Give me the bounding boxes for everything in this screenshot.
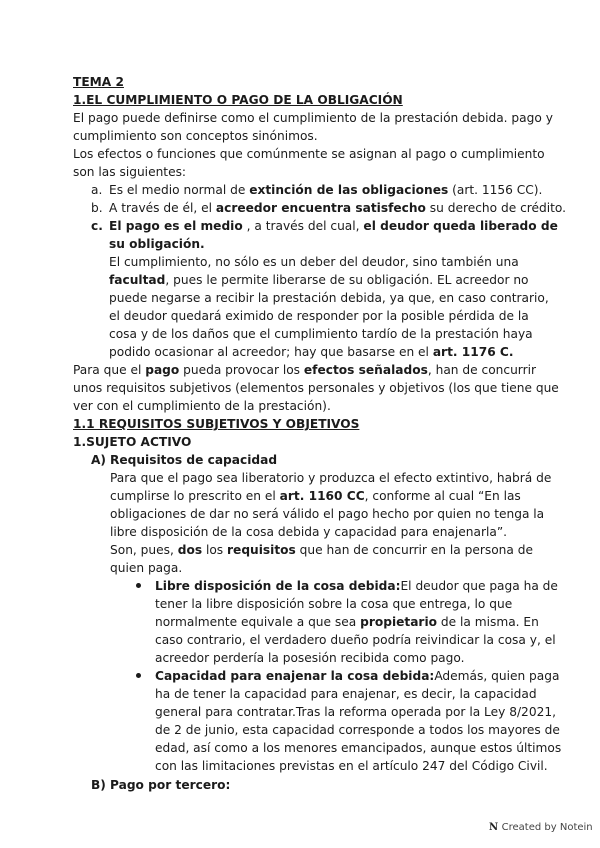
paragraph-line: cumplimiento son conceptos sinónimos. [73,129,318,143]
paragraph-line: facultad, pues le permite liberarse de su obligación. EL acreedor no [109,273,529,287]
section-heading-1: 1.EL CUMPLIMIENTO O PAGO DE LA OBLIGACIÓN [73,93,403,107]
paragraph-line: tener la libre disposición sobre la cosa que entrega, lo que [155,597,513,611]
paragraph-line: el deudor quedará eximido de responder por la posible pérdida de la [109,309,529,323]
paragraph-line: caso contrario, el verdadero dueño podría reivindicar la cosa y, el [155,633,556,647]
list-item-b: A través de él, el acreedor encuentra satisfecho su derecho de crédito. [109,201,567,215]
list-marker: a. [91,183,103,197]
section-heading-2: 1.1 REQUISITOS SUBJETIVOS Y OBJETIVOS [73,417,360,431]
footer-text: Created by Notein [501,822,593,833]
paragraph-line: son las siguientes: [73,165,187,179]
paragraph-line: podido ocasionar al acreedor; hay que basarse en el art. 1176 C. [109,345,514,359]
bullet-item-2: Capacidad para enajenar la cosa debida:Además, quien paga [155,669,560,683]
footer-watermark [489,822,593,833]
paragraph-line: cumplirse lo prescrito en el art. 1160 CC, conforme al cual “En las [110,489,521,503]
list-marker: c. [91,219,103,233]
list-item-a: Es el medio normal de extinción de las obligaciones (art. 1156 CC). [109,183,543,197]
bullet-dot [136,583,141,588]
paragraph-line: El cumplimiento, no sólo es un deber del deudor, sino también una [109,255,519,269]
notein-logo-icon: N [489,822,498,833]
paragraph-line: Son, pues, dos los requisitos que han de concurrir en la persona de [110,543,533,557]
paragraph-line: general para contratar.Tras la reforma operada por la Ley 8/2021, [155,705,556,719]
paragraph-line: quien paga. [110,561,183,575]
list-item-c: El pago es el medio , a través del cual, el deudor queda liberado de [109,219,558,233]
list-marker: B) [91,778,106,792]
subsection-title-b: Pago por tercero: [110,778,231,792]
list-marker: b. [91,201,103,215]
paragraph-line: Los efectos o funciones que comúnmente se asignan al pago o cumplimiento [73,147,545,161]
paragraph-line: normalmente equivale a que sea propietario de la misma. En [155,615,539,629]
paragraph-line: ver con el cumplimiento de la prestación). [73,399,331,413]
paragraph-line: ha de tener la capacidad para enajenar, es decir, la capacidad [155,687,537,701]
list-item-c-cont: su obligación. [109,237,205,251]
subsection-title-a: Requisitos de capacidad [110,453,278,467]
bullet-item-1: Libre disposición de la cosa debida:El deudor que paga ha de [155,579,558,593]
paragraph-line: edad, así como a los menores emancipados, aunque estos últimos [155,741,562,755]
paragraph-line: obligaciones de dar no será válido el pago hecho por quien no tenga la [110,507,545,521]
paragraph-line: libre disposición de la cosa debida y capacidad para enajenarla”. [110,525,508,539]
section-heading-3: 1.SUJETO ACTIVO [73,435,192,449]
list-marker: A) [91,453,107,467]
paragraph-line: cosa y de los daños que el cumplimiento tardío de la prestación haya [109,327,533,341]
paragraph-line: Para que el pago pueda provocar los efectos señalados, han de concurrir [73,363,537,377]
tema-title: TEMA 2 [73,75,124,89]
paragraph-line: Para que el pago sea liberatorio y produzca el efecto extintivo, habrá de [110,471,552,485]
paragraph-line: con las limitaciones previstas en el artículo 247 del Código Civil. [155,759,548,773]
paragraph-line: unos requisitos subjetivos (elementos personales y objetivos (los que tiene que [73,381,559,395]
bullet-dot [136,673,141,678]
paragraph-line: de 2 de junio, esta capacidad corresponde a todos los mayores de [155,723,560,737]
paragraph-line: puede negarse a recibir la prestación debida, ya que, en caso contrario, [109,291,549,305]
paragraph-line: El pago puede definirse como el cumplimiento de la prestación debida. pago y [73,111,553,125]
paragraph-line: acreedor perdería la posesión recibida como pago. [155,651,465,665]
